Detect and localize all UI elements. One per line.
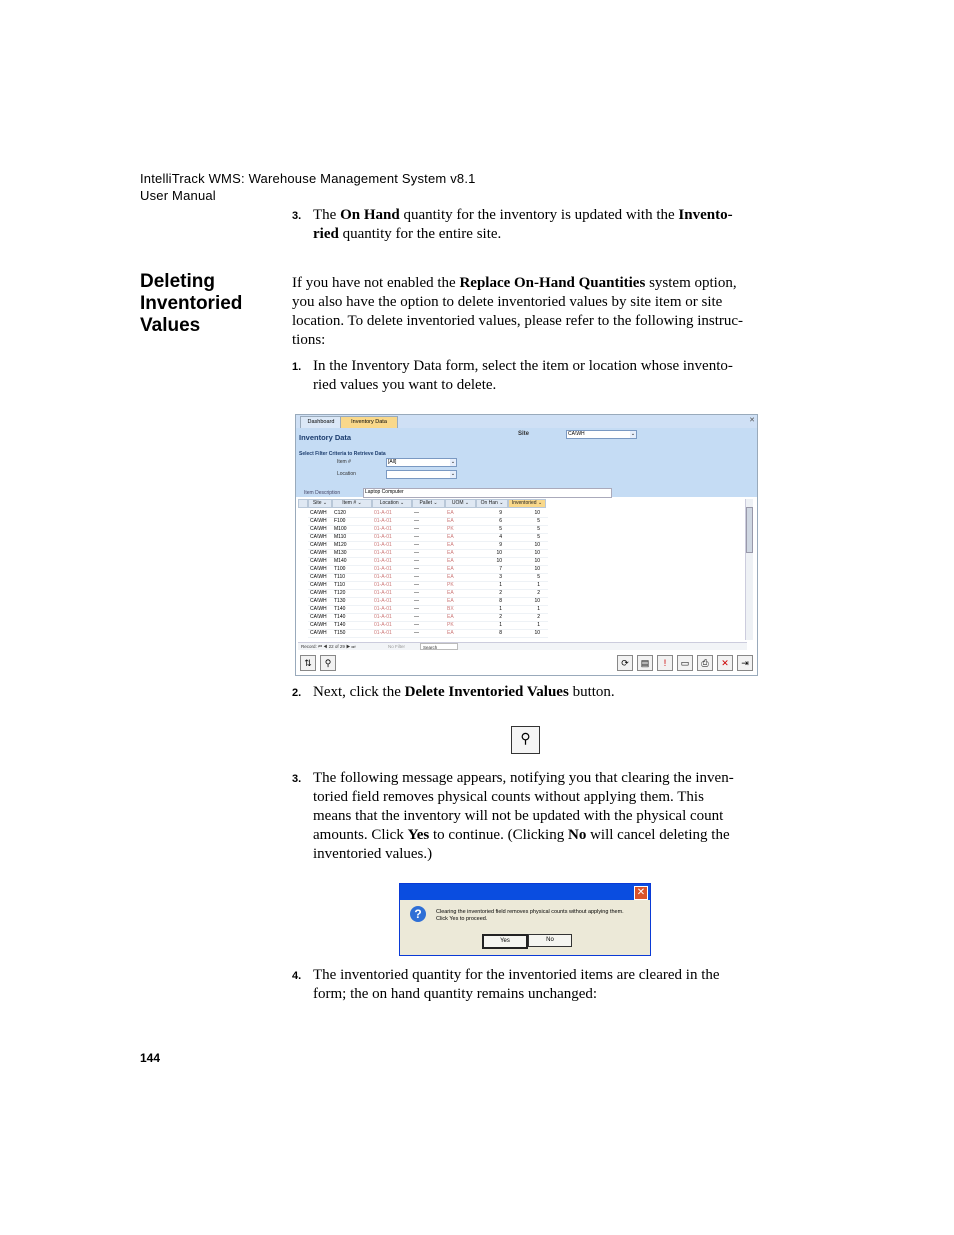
table-cell[interactable]: CA\WH: [310, 534, 327, 540]
table-cell[interactable]: 01-A-01: [374, 534, 392, 540]
delete-inventoried-values-icon: ⚲: [520, 732, 531, 747]
table-cell[interactable]: C120: [334, 510, 346, 516]
inventory-grid: [298, 499, 749, 644]
chevron-down-icon: ⌄: [450, 459, 456, 465]
table-cell[interactable]: EA: [447, 550, 454, 556]
filter-label: Select Filter Criteria to Retrieve Data: [299, 451, 386, 457]
table-cell[interactable]: M110: [334, 534, 347, 540]
chevron-down-icon: ⌄: [630, 431, 636, 437]
table-cell[interactable]: 01-A-01: [374, 526, 392, 532]
table-cell[interactable]: 01-A-01: [374, 590, 392, 596]
table-cell[interactable]: —: [414, 550, 419, 556]
table-cell[interactable]: 1: [537, 622, 540, 628]
record-navigator: [298, 642, 747, 650]
table-cell[interactable]: 9: [499, 510, 502, 516]
table-cell[interactable]: 7: [499, 566, 502, 572]
table-cell[interactable]: 01-A-01: [374, 622, 392, 628]
table-cell[interactable]: CA\WH: [310, 550, 327, 556]
table-cell[interactable]: EA: [447, 574, 454, 580]
step-text: In the Inventory Data form, select the item or location whose invento- ried values you want to delete.: [313, 358, 733, 393]
table-cell[interactable]: —: [414, 518, 419, 524]
table-cell[interactable]: EA: [447, 558, 454, 564]
chevron-down-icon: ⌄: [450, 471, 456, 477]
tab-bar: [296, 415, 757, 429]
table-cell[interactable]: 8: [499, 598, 502, 604]
table-cell[interactable]: —: [414, 542, 419, 548]
table-cell[interactable]: 01-A-01: [374, 614, 392, 620]
table-cell[interactable]: 5: [537, 526, 540, 532]
table-cell[interactable]: 6: [499, 518, 502, 524]
tab-inventory-data[interactable]: Inventory Data: [340, 416, 398, 428]
table-cell[interactable]: EA: [447, 614, 454, 620]
table-cell[interactable]: T140: [334, 622, 346, 628]
location-select[interactable]: [386, 470, 457, 479]
yes-button[interactable]: Yes: [482, 934, 528, 949]
table-cell[interactable]: 10: [534, 598, 540, 604]
record-nav[interactable]: Record: ⏮ ◀ 22 of 29 ▶ ⏭: [301, 644, 356, 649]
table-cell[interactable]: 8: [499, 630, 502, 636]
row-divider: [308, 637, 548, 638]
item-select[interactable]: [All] ⌄: [388, 459, 456, 465]
refresh-icon[interactable]: ⟳: [617, 655, 633, 671]
scrollbar-thumb[interactable]: [746, 507, 753, 553]
table-cell[interactable]: 10: [496, 558, 502, 564]
table-cell[interactable]: T140: [334, 606, 346, 612]
step-text: The inventoried quantity for the inventoried items are cleared in the form; the on hand quantity remains unchanged:: [313, 967, 720, 1002]
table-cell[interactable]: 10: [534, 510, 540, 516]
table-cell[interactable]: F100: [334, 518, 346, 524]
table-cell[interactable]: —: [414, 582, 419, 588]
table-cell[interactable]: T110: [334, 574, 346, 580]
step-number: 1.: [292, 361, 302, 373]
step-text: The On Hand quantity for the inventory is updated with the Invento- ried quantity for the entire site.: [313, 207, 733, 242]
question-icon: ?: [410, 906, 426, 922]
table-cell[interactable]: CA\WH: [310, 606, 327, 612]
table-cell[interactable]: —: [414, 622, 419, 628]
column-header[interactable]: Location ⌄: [372, 499, 412, 508]
table-cell[interactable]: 01-A-01: [374, 510, 392, 516]
exit-icon[interactable]: ⇥: [737, 655, 753, 671]
confirmation-dialog: [399, 883, 651, 956]
table-cell[interactable]: 01-A-01: [374, 542, 392, 548]
table-cell[interactable]: —: [414, 630, 419, 636]
table-cell[interactable]: CA\WH: [310, 518, 327, 524]
column-header[interactable]: On Han ⌄: [476, 499, 508, 508]
step-number: 3.: [292, 210, 302, 222]
table-cell[interactable]: EA: [447, 534, 454, 540]
sort-icon[interactable]: ⇅: [300, 655, 316, 671]
table-cell[interactable]: —: [414, 574, 419, 580]
table-cell[interactable]: EA: [447, 598, 454, 604]
table-cell[interactable]: 01-A-01: [374, 606, 392, 612]
table-cell[interactable]: 01-A-01: [374, 598, 392, 604]
step-text: The following message appears, notifying you that clearing the inven- toried field removes physical counts without applying them. This means that the inventory will not be updated with the physical count amounts. Click Yes to continue. (Clicking No will cancel deleting the inventoried values.): [313, 770, 734, 862]
section-heading: Deleting Inventoried Values: [140, 271, 243, 336]
running-header-title: IntelliTrack WMS: Warehouse Management System v8.1: [140, 171, 476, 186]
table-cell[interactable]: T120: [334, 590, 346, 596]
dialog-title-bar: [400, 884, 650, 900]
document-icon[interactable]: ▭: [677, 655, 693, 671]
table-cell[interactable]: M140: [334, 558, 347, 564]
table-cell[interactable]: T110: [334, 582, 346, 588]
print-icon[interactable]: ⎙: [697, 655, 713, 671]
table-cell[interactable]: —: [414, 598, 419, 604]
list-icon[interactable]: ▤: [637, 655, 653, 671]
table-cell[interactable]: 2: [499, 614, 502, 620]
table-cell[interactable]: 1: [499, 622, 502, 628]
table-cell[interactable]: —: [414, 590, 419, 596]
table-cell[interactable]: 10: [534, 550, 540, 556]
table-cell[interactable]: 01-A-01: [374, 566, 392, 572]
table-cell[interactable]: PK: [447, 526, 454, 532]
table-cell[interactable]: 5: [537, 574, 540, 580]
close-icon[interactable]: ✕: [749, 417, 755, 424]
column-header[interactable]: UOM ⌄: [445, 499, 476, 508]
table-cell[interactable]: T100: [334, 566, 346, 572]
table-cell[interactable]: 01-A-01: [374, 558, 392, 564]
table-cell[interactable]: —: [414, 510, 419, 516]
table-cell[interactable]: EA: [447, 630, 454, 636]
table-cell[interactable]: CA\WH: [310, 582, 327, 588]
table-cell[interactable]: 5: [537, 518, 540, 524]
table-cell[interactable]: EA: [447, 566, 454, 572]
table-cell[interactable]: —: [414, 526, 419, 532]
no-filter-indicator[interactable]: No Filter: [388, 644, 406, 649]
column-header[interactable]: Item # ⌄: [332, 499, 372, 508]
table-cell[interactable]: CA\WH: [310, 558, 327, 564]
table-cell[interactable]: M100: [334, 526, 347, 532]
table-cell[interactable]: 10: [534, 542, 540, 548]
table-cell[interactable]: —: [414, 558, 419, 564]
column-header[interactable]: Site ⌄: [308, 499, 332, 508]
table-cell[interactable]: 5: [537, 534, 540, 540]
table-cell[interactable]: CA\WH: [310, 566, 327, 572]
table-cell[interactable]: 10: [496, 550, 502, 556]
running-header-subtitle: User Manual: [140, 188, 216, 203]
table-cell[interactable]: CA\WH: [310, 510, 327, 516]
table-cell[interactable]: —: [414, 566, 419, 572]
table-cell[interactable]: CA\WH: [310, 598, 327, 604]
table-cell[interactable]: 10: [534, 558, 540, 564]
item-description-label: Item Description: [304, 490, 341, 496]
table-cell[interactable]: —: [414, 614, 419, 620]
table-cell[interactable]: —: [414, 606, 419, 612]
table-cell[interactable]: CA\WH: [310, 614, 327, 620]
table-cell[interactable]: PK: [447, 582, 454, 588]
delete-icon[interactable]: ✕: [717, 655, 733, 671]
table-cell[interactable]: CA\WH: [310, 526, 327, 532]
step-number: 3.: [292, 773, 302, 785]
dialog-message: Clearing the inventoried field removes physical counts without applying them. Click Yes to proceed.: [436, 909, 624, 922]
page-number: 144: [140, 1051, 161, 1065]
table-cell[interactable]: —: [414, 534, 419, 540]
table-cell[interactable]: 9: [499, 542, 502, 548]
table-cell[interactable]: 01-A-01: [374, 574, 392, 580]
table-cell[interactable]: 10: [534, 566, 540, 572]
site-label: Site: [518, 431, 530, 437]
table-cell[interactable]: T150: [334, 630, 346, 636]
column-header[interactable]: Pallet ⌄: [412, 499, 445, 508]
no-button[interactable]: No: [528, 934, 572, 947]
table-cell[interactable]: CA\WH: [310, 542, 327, 548]
table-cell[interactable]: CA\WH: [310, 622, 327, 628]
table-cell[interactable]: T140: [334, 614, 346, 620]
item-description-field[interactable]: Laptop Computer: [363, 488, 612, 498]
table-cell[interactable]: T130: [334, 598, 346, 604]
table-cell[interactable]: EA: [447, 518, 454, 524]
step-text: Next, click the Delete Inventoried Values button.: [313, 684, 615, 700]
table-cell[interactable]: 3: [499, 574, 502, 580]
filter-icon[interactable]: ⚲: [320, 655, 336, 671]
inventory-data-form-screenshot: [295, 414, 758, 676]
form-title: Inventory Data: [299, 433, 352, 442]
table-cell[interactable]: CA\WH: [310, 574, 327, 580]
column-header[interactable]: Inventoried ⌄: [508, 499, 546, 508]
select-all-header[interactable]: [298, 499, 308, 508]
table-cell[interactable]: 10: [534, 630, 540, 636]
table-cell[interactable]: 4: [499, 534, 502, 540]
table-cell[interactable]: M120: [334, 542, 347, 548]
search-box[interactable]: Search: [420, 643, 458, 650]
table-cell[interactable]: 1: [537, 606, 540, 612]
table-cell[interactable]: EA: [447, 590, 454, 596]
table-cell[interactable]: 1: [499, 606, 502, 612]
table-cell[interactable]: EA: [447, 542, 454, 548]
table-cell[interactable]: CA\WH: [310, 630, 327, 636]
table-cell[interactable]: 1: [499, 582, 502, 588]
site-select[interactable]: CA\WH ⌄: [568, 431, 636, 437]
table-cell[interactable]: 5: [499, 526, 502, 532]
table-cell[interactable]: PK: [447, 622, 454, 628]
close-icon[interactable]: ✕: [634, 886, 648, 900]
step-number: 4.: [292, 970, 302, 982]
table-cell[interactable]: 1: [537, 582, 540, 588]
step-number: 2.: [292, 687, 302, 699]
tab-dashboard[interactable]: Dashboard: [300, 416, 342, 428]
table-cell[interactable]: M130: [334, 550, 347, 556]
table-cell[interactable]: EA: [447, 510, 454, 516]
table-cell[interactable]: CA\WH: [310, 590, 327, 596]
table-cell[interactable]: 2: [499, 590, 502, 596]
location-label: Location: [337, 471, 356, 477]
table-cell[interactable]: BX: [447, 606, 454, 612]
table-cell[interactable]: 2: [537, 590, 540, 596]
delete-inventoried-values-button[interactable]: [511, 726, 540, 754]
table-cell[interactable]: 01-A-01: [374, 550, 392, 556]
table-cell[interactable]: 01-A-01: [374, 630, 392, 636]
table-cell[interactable]: 2: [537, 614, 540, 620]
table-cell[interactable]: 01-A-01: [374, 518, 392, 524]
section-intro: If you have not enabled the Replace On-Hand Quantities system option, you also have the option to delete inventoried values by site item or site location. To delete inventoried values, please refer to the following instruc- tions:: [292, 275, 744, 348]
filter-panel: [296, 428, 757, 497]
item-label: Item #: [337, 459, 351, 465]
table-cell[interactable]: 01-A-01: [374, 582, 392, 588]
alert-icon[interactable]: !: [657, 655, 673, 671]
